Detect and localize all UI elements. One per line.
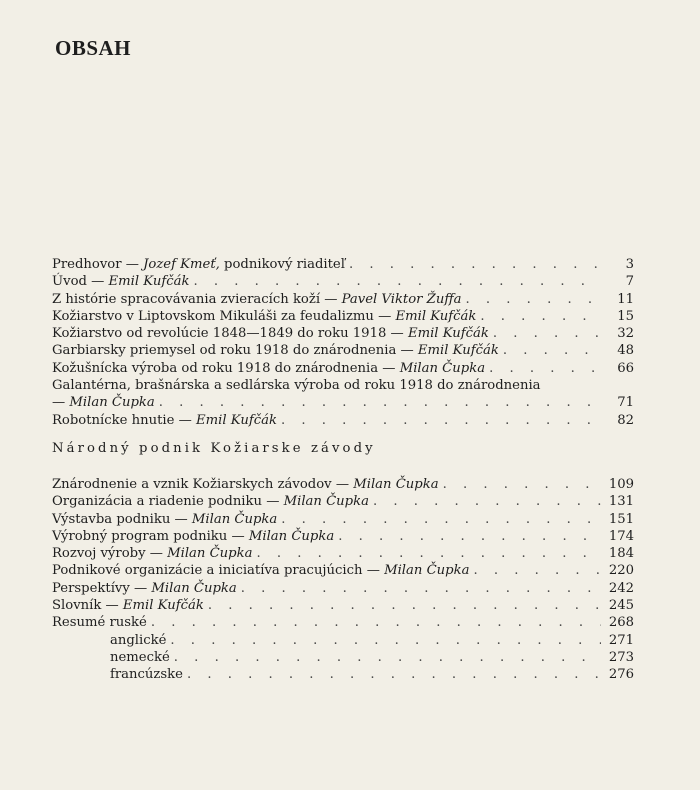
toc-text: — xyxy=(52,395,70,411)
leader-dots xyxy=(476,308,602,325)
toc-text: Kožiarstvo od revolúcie 1848—1849 do roku 1918 — xyxy=(52,326,408,342)
leader-dots xyxy=(252,545,600,562)
toc-text: Z histórie spracovávania zvieracích koží — xyxy=(52,291,342,307)
entry-title xyxy=(52,511,277,528)
toc-text: Emil Kufčák xyxy=(407,326,489,342)
entry-title xyxy=(52,291,462,308)
toc-entry[interactable] xyxy=(52,412,634,429)
leader-dots xyxy=(489,325,602,342)
leader-dots xyxy=(189,273,602,290)
toc-text: Emil Kufčák xyxy=(108,274,190,290)
entry-title xyxy=(52,394,155,411)
leader-dots xyxy=(204,597,601,614)
toc-text: Garbiarsky priemysel od roku 1918 do znárodnenia — xyxy=(52,343,418,359)
toc-text: Milan Čupka xyxy=(384,563,470,579)
toc-entry[interactable] xyxy=(52,342,634,359)
entry-title xyxy=(52,493,369,510)
toc-entry-resume[interactable] xyxy=(52,614,634,631)
page-number: 7 xyxy=(625,274,634,290)
toc-text: Kožušnícka výroba od roku 1918 do znárodnenia — xyxy=(52,360,400,376)
page-number: 276 xyxy=(608,667,634,683)
toc-text: Kožiarstvo v Liptovskom Mikuláši za feudalizmu — xyxy=(52,308,396,324)
toc-entry-resume-lang[interactable] xyxy=(52,632,634,649)
toc-text: Emil Kufčák xyxy=(417,343,499,359)
toc-text: Milan Čupka xyxy=(353,477,439,492)
entry-title xyxy=(52,342,499,359)
leader-dots xyxy=(499,342,602,359)
leader-dots xyxy=(485,360,602,377)
toc-text: Pavel Viktor Žuffa xyxy=(341,291,462,307)
entry-title xyxy=(52,273,189,290)
entry-title xyxy=(52,562,469,579)
entry-title xyxy=(52,308,476,325)
toc-entry-resume-lang[interactable] xyxy=(52,666,634,683)
section-heading: Národný podnik Kožiarske závody xyxy=(52,441,376,456)
leader-dots xyxy=(334,528,601,545)
page-number: 174 xyxy=(608,528,634,544)
page-number: 3 xyxy=(625,257,634,272)
toc-text: Milan Čupka xyxy=(69,395,155,411)
leader-dots xyxy=(369,493,601,510)
toc-text: Znárodnenie a vznik Kožiarskych závodov — xyxy=(52,477,354,492)
toc-entry[interactable] xyxy=(52,291,634,308)
page-title: OBSAH xyxy=(55,36,132,60)
page-number: 109 xyxy=(608,477,634,492)
page-number: 71 xyxy=(617,395,634,411)
page-number: 151 xyxy=(608,511,634,527)
entry-title xyxy=(52,597,204,614)
toc-part-2 xyxy=(52,476,634,684)
page-number: 184 xyxy=(608,546,634,562)
toc-text: Perspektívy — xyxy=(52,580,152,596)
toc-text: Emil Kufčák xyxy=(395,308,477,324)
toc-entry[interactable] xyxy=(52,562,634,579)
page-number: 242 xyxy=(608,580,634,596)
toc-text: Podnikové organizácie a iniciatíva pracujúcich — xyxy=(52,563,385,579)
toc-text: francúzske xyxy=(110,667,183,683)
toc-text: Predhovor — xyxy=(52,257,144,272)
toc-entry[interactable] xyxy=(52,308,634,325)
toc-text: anglické xyxy=(110,632,167,648)
toc-text: Milan Čupka xyxy=(151,580,237,596)
toc-text: Milan Čupka xyxy=(283,494,369,510)
toc-entry-line-1[interactable] xyxy=(52,377,634,394)
toc-entry[interactable] xyxy=(52,325,634,342)
leader-dots xyxy=(166,632,600,649)
toc-entry[interactable] xyxy=(52,545,634,562)
toc-text: Milan Čupka xyxy=(191,511,278,527)
toc-text: Emil Kufčák xyxy=(196,412,277,428)
leader-dots xyxy=(183,666,601,683)
entry-title xyxy=(52,360,485,377)
leader-dots xyxy=(345,256,602,273)
page-number: 131 xyxy=(608,494,634,510)
page-number: 48 xyxy=(617,343,634,359)
page-number: 245 xyxy=(608,598,634,614)
leader-dots xyxy=(462,291,602,308)
toc-entry[interactable] xyxy=(52,360,634,377)
leader-dots xyxy=(277,511,601,528)
toc-entry[interactable] xyxy=(52,256,634,273)
page-number: 268 xyxy=(608,615,634,631)
page-number: 11 xyxy=(617,291,634,307)
toc-text: Resumé ruské xyxy=(52,615,147,631)
entry-title xyxy=(52,580,237,597)
toc-entry[interactable] xyxy=(52,597,634,614)
entry-title xyxy=(52,545,252,562)
leader-dots xyxy=(155,394,602,411)
toc-text: podnikový riaditeľ xyxy=(219,257,345,272)
toc-text: Robotnícke hnutie — xyxy=(52,412,197,428)
page-number: 32 xyxy=(617,326,634,342)
page-number: 66 xyxy=(617,360,634,376)
toc-text: Milan Čupka xyxy=(167,546,253,562)
toc-text: Emil Kufčák xyxy=(122,598,204,614)
toc-entry[interactable] xyxy=(52,273,634,290)
toc-entry-resume-lang[interactable] xyxy=(52,649,634,666)
toc-entry[interactable] xyxy=(52,493,634,510)
toc-text: Rozvoj výroby — xyxy=(52,546,168,562)
leader-dots xyxy=(469,562,600,579)
entry-title xyxy=(52,412,277,429)
toc-text: Jozef Kmeť, xyxy=(143,257,220,272)
toc-text: Galantérna, brašnárska a sedlárska výroba od roku 1918 do znárodnenia xyxy=(52,378,541,394)
page-number: 271 xyxy=(608,632,634,648)
leader-dots xyxy=(170,649,601,666)
page-number: 82 xyxy=(617,412,634,428)
toc-entry[interactable] xyxy=(52,580,634,597)
toc-text: Milan Čupka xyxy=(248,528,335,544)
toc-entry[interactable] xyxy=(52,528,634,545)
toc-text: Úvod — xyxy=(52,274,109,290)
toc-text: Organizácia a riadenie podniku — xyxy=(52,494,284,510)
toc-text: Milan Čupka xyxy=(399,360,486,376)
toc-entry-line-2[interactable] xyxy=(52,394,634,411)
leader-dots xyxy=(439,476,601,493)
toc-part-1 xyxy=(52,256,634,429)
page-number: 220 xyxy=(608,563,634,579)
leader-dots xyxy=(147,614,601,631)
toc-entry[interactable] xyxy=(52,476,634,493)
entry-title xyxy=(52,528,334,545)
toc-text: Výstavba podniku — xyxy=(52,511,192,527)
leader-dots xyxy=(237,580,601,597)
entry-title xyxy=(52,476,439,493)
toc-text: Výrobný program podniku — xyxy=(52,528,249,544)
entry-title xyxy=(52,325,489,342)
page-number: 15 xyxy=(617,308,634,324)
leader-dots xyxy=(277,412,602,429)
entry-title xyxy=(52,256,345,273)
toc-entry[interactable] xyxy=(52,511,634,528)
toc-text: Slovník — xyxy=(52,598,123,614)
page-number: 273 xyxy=(608,649,634,665)
toc-text: nemecké xyxy=(110,649,170,665)
